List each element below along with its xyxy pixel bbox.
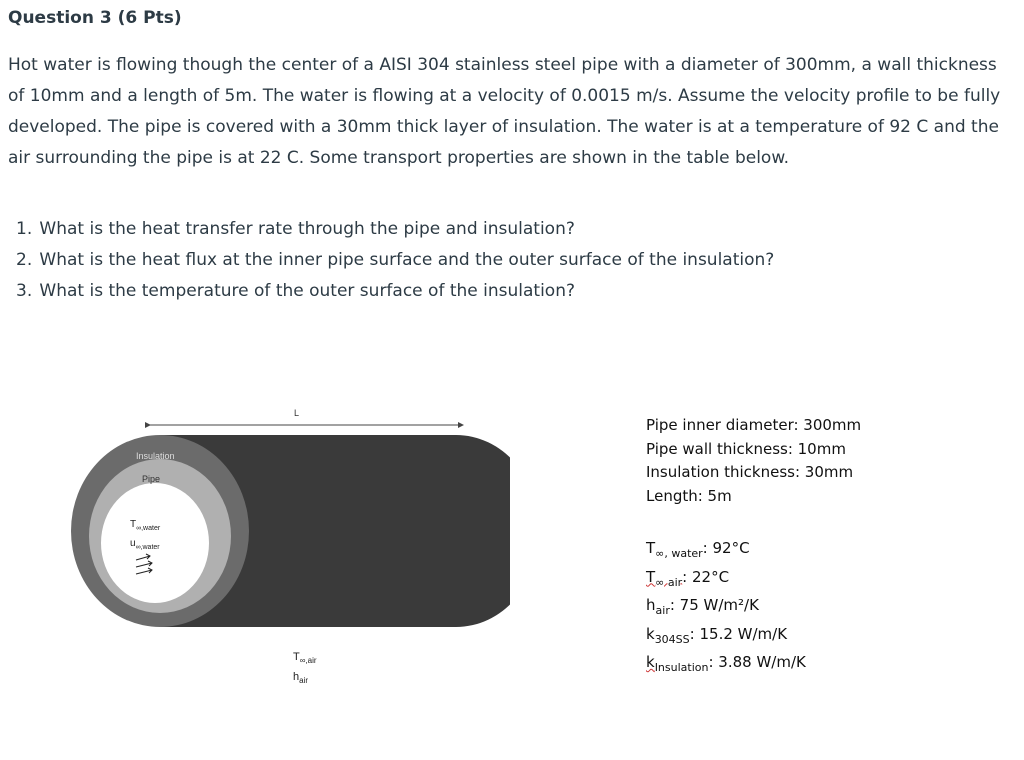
pipe-diagram xyxy=(60,400,510,700)
insulation-thickness-row: Insulation thickness: 30mm xyxy=(646,463,854,481)
wall-thickness-row: Pipe wall thickness: 10mm xyxy=(646,439,846,458)
water-temperature-row: $T_{\infty, water}$: 92°C xyxy=(646,539,750,560)
list-item-text: What is the heat transfer rate through the pipe and insulation? xyxy=(39,219,575,239)
insulation-label: Insulation xyxy=(136,451,175,461)
list-item-number: 1. xyxy=(16,219,33,239)
inner-diameter-row: Pipe inner diameter: 300mm xyxy=(646,416,862,434)
question-title: Question 3 (6 Pts) xyxy=(8,8,182,28)
k-304ss-row: $k_{304SS}$: 15.2 W/m/K xyxy=(646,624,788,646)
list-item-number: 2. xyxy=(16,250,33,270)
list-item-number: 3. xyxy=(16,281,33,301)
pipe-interior xyxy=(101,483,209,603)
length-label: L xyxy=(294,408,300,418)
length-row: Length: 5m xyxy=(646,486,732,505)
problem-statement: Hot water is flowing though the center of a AISI 304 stainless steel pipe with a diameter of 300mm, a wall thickness of 10mm and a length of 5m. The water is flowing at a velocity of 0.0015 m/s. Assume the velocity profile to be fully developed. The pipe is covered with a 30mm thick layer of insulation. The water is at a temperature of 92 C and the air surrounding the pipe is at 22 C. Some transport properties are shown in the table below. xyxy=(8,55,1001,168)
air-temperature-row: $T_{\infty air}$: 22°C xyxy=(646,567,730,589)
list-item xyxy=(16,276,774,307)
k-insulation-row: $k_{Insulation}$: 3.88 W/m/K xyxy=(646,653,806,674)
air-temperature-label: $T_{\infty,air}$ xyxy=(293,651,317,665)
properties-table xyxy=(646,414,861,680)
list-item-text: What is the temperature of the outer surface of the insulation? xyxy=(39,281,575,301)
air-convection-row: $h_{air}$: 75 W/m²/K xyxy=(646,596,759,617)
list-item xyxy=(16,245,774,276)
air-convection-label: $h_{air}$ xyxy=(293,671,309,685)
list-item-text: What is the heat flux at the inner pipe surface and the outer surface of the insulation? xyxy=(39,250,775,270)
list-item xyxy=(16,214,774,245)
pipe-label: Pipe xyxy=(142,474,161,484)
water-velocity-label: $u_{\infty,water}$ xyxy=(130,538,160,551)
question-list xyxy=(16,214,774,307)
water-temperature-label: $T_{\infty,water}$ xyxy=(130,519,161,532)
